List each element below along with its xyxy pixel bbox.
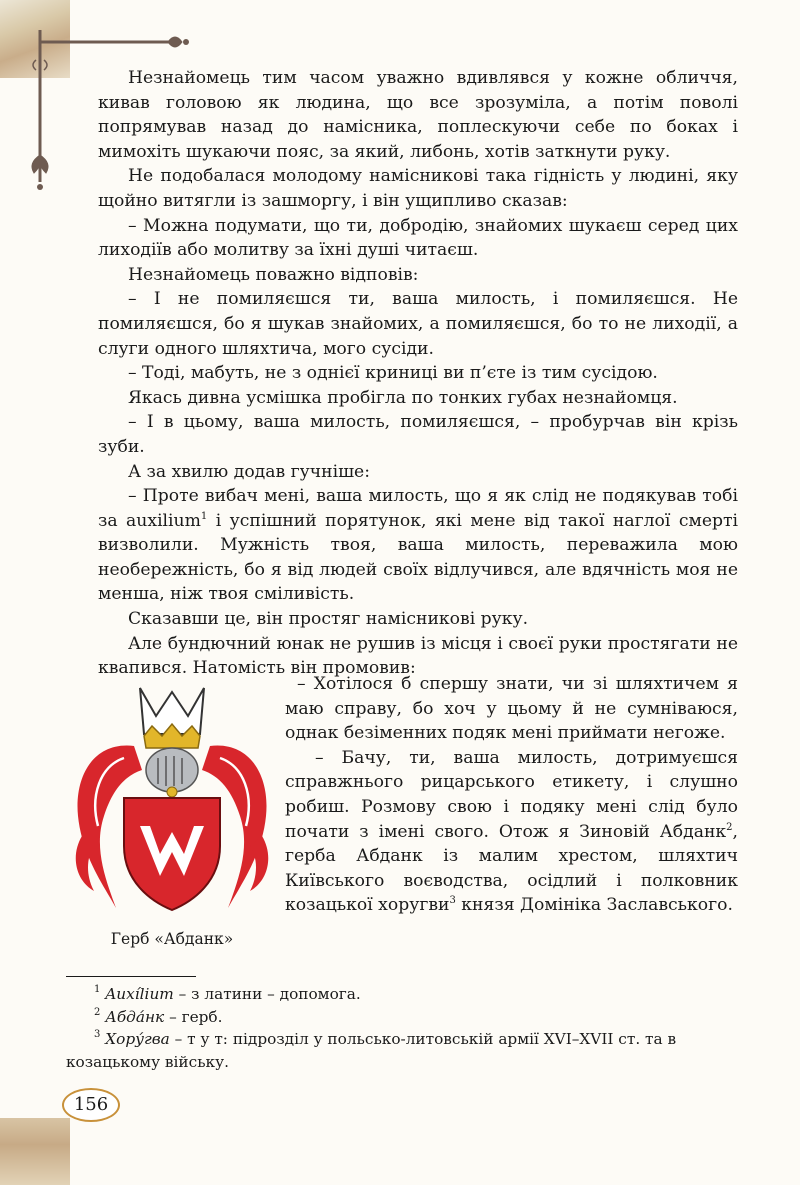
coat-of-arms-abdank-icon [64, 686, 280, 920]
paragraph: – І не помиляєшся ти, ваша милость, і помиляєшся. Не помиляєшся, бо я шукав знайомих, а помиляєшся, бо то не лиходії, а слуги одного шляхтича, мого сусіди. [98, 289, 738, 359]
paragraph: – Можна подумати, що ти, добродію, знайомих шукаєш серед цих лиходіїв або молитву за їхні душі читаєш. [98, 215, 738, 261]
footnote [66, 983, 738, 1006]
paragraph: Сказавши це, він простяг намісникові руку. [128, 609, 529, 630]
footnote-divider [66, 976, 196, 977]
paragraph-text: – Бачу, ти, ваша милость, дотримуєшся справжнього рицарського етикету, і слушно робиш. Розмову свою і подяку мені слід було почати з імені свого. Отож я Зиновій Абданк [285, 747, 738, 842]
paragraph: – І в цьому, ваша милость, помиляєшся, – пробурчав він крізь зуби. [98, 412, 738, 457]
figure-caption: Герб «Абданк» [110, 930, 234, 948]
side-text [285, 672, 738, 918]
footnote-text: – з латини – допомога. [173, 985, 361, 1003]
main-text [98, 66, 738, 681]
paragraph: – Хотілося б спершу знати, чи зі шляхтичем я маю справу, бо хоч у цьому й не сумніваюся, однак безіменних подяк мені приймати негоже. [285, 674, 738, 744]
footnote-number: 1 [94, 984, 101, 995]
footnote-term: Auxílium [105, 985, 174, 1003]
footnote [66, 1028, 738, 1073]
paragraph: Але бундючний юнак не рушив із місця і своєї руки простягати не квапився. Натомість він промовив: [98, 633, 738, 679]
paragraph: А за хвилю додав гучніше: [128, 461, 371, 482]
footnote [66, 1006, 738, 1029]
footnote-text: – т у т: підрозділ у польсько-литовській армії XVI–XVII ст. та в козацькому війську. [66, 1030, 677, 1071]
footnote-ref: 3 [449, 895, 456, 907]
footnotes [66, 983, 738, 1073]
footnote-number: 2 [94, 1006, 101, 1018]
paragraph [285, 746, 738, 918]
page-number: 156 [62, 1088, 120, 1122]
footnote-ref: 1 [200, 510, 208, 522]
corner-painting-bottom [0, 1118, 70, 1185]
footnote-term: Абда́нк [105, 1007, 165, 1026]
footnote-term: Хору́гва [105, 1030, 170, 1049]
footnote-ref: 2 [726, 821, 733, 833]
paragraph: Не подобалася молодому намісникові така гідність у людині, яку щойно витягли із зашморгу, і він ущипливо сказав: [98, 166, 738, 211]
paragraph: Незнайомець поважно відповів: [128, 264, 419, 285]
paragraph-text: , герба Абданк із малим хрестом, шляхтич Київського воєводства, осідлий і полковник козацької хоругви [285, 821, 738, 916]
paragraph-text: і успішний порятунок, які мене від такої наглої смерті визволили. Мужність твоя, ваша милость, переважила мою необережність, бо я від людей своїх відлучився, але вдячність моя не менша, ніж твоя сміливість. [98, 510, 738, 605]
paragraph: Незнайомець тим часом уважно вдивлявся у кожне обличчя, кивав головою як людина, що все зрозуміла, а потім поволі попрямував назад до намісника, поплескуючи себе по боках і мимохіть шукаючи пояс, за який, либонь, хотів заткнути руку. [98, 68, 738, 162]
paragraph: – Тоді, мабуть, не з однієї криниці ви п’єте із тим сусідою. [128, 363, 658, 384]
paragraph: Якась дивна усмішка пробігла по тонких губах незнайомця. [128, 387, 678, 408]
paragraph-text: – Проте вибач мені, ваша милость, що я як слід не подякував тобі за auxilium [98, 486, 738, 531]
footnote-number: 3 [94, 1029, 101, 1041]
footnote-text: – герб. [164, 1007, 223, 1026]
paragraph [98, 484, 738, 607]
paragraph-text: князя Домініка Заславського. [455, 895, 733, 916]
